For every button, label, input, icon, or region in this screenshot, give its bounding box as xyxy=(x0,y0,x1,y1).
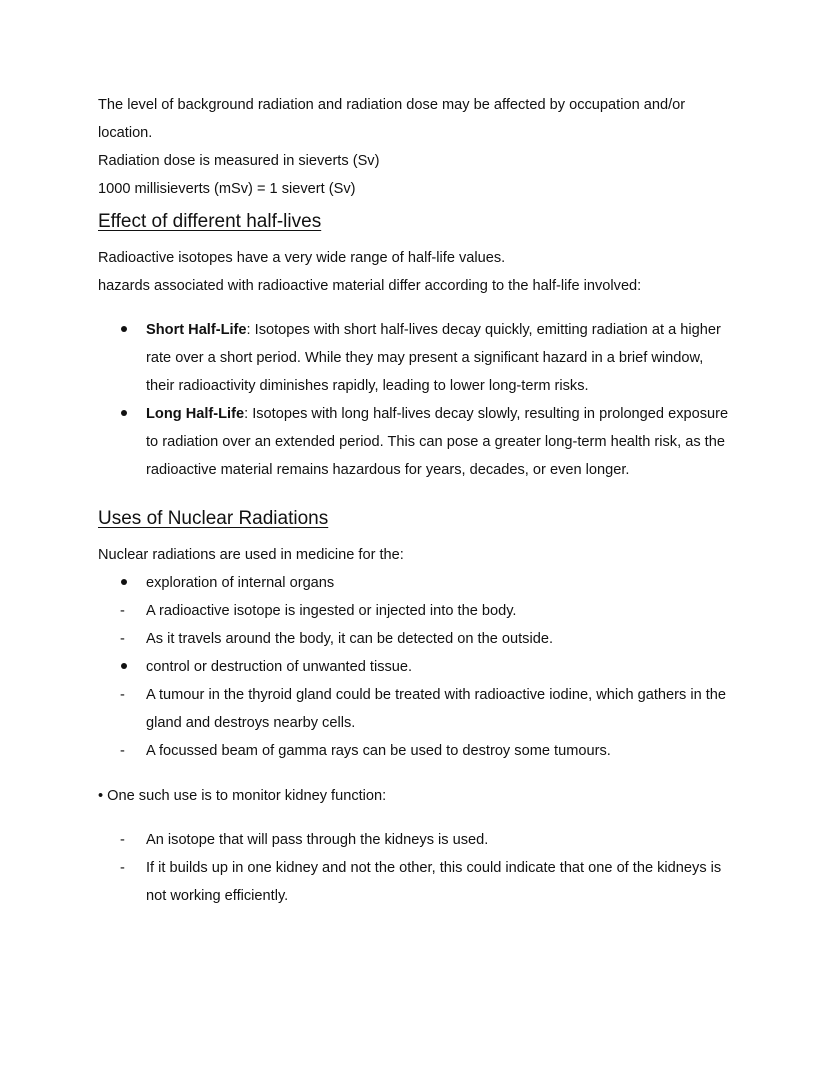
unit-conversion-text: 1000 millisieverts (mSv) = 1 sievert (Sv) xyxy=(98,181,356,197)
dash-marker: - xyxy=(120,687,125,703)
bullet-icon xyxy=(121,579,127,585)
term: Short Half-Life xyxy=(146,322,247,338)
bullet-icon xyxy=(121,326,127,332)
list-item: - If it builds up in one kidney and not the other, this could indicate that one of the kidneys is not working efficiently. xyxy=(120,854,735,910)
list-item: - A radioactive isotope is ingested or injected into the body. xyxy=(120,597,735,625)
description: : Isotopes with long half-lives decay slowly, resulting in prolonged exposure to radiation over an extended period. This can pose a greater long-term health risk, as the radioactive material remains hazardous for years, decades, or even longer. xyxy=(146,406,729,478)
intro-paragraph-line1: The level of background radiation and radiation dose may be affected by occupation and/or xyxy=(98,97,686,113)
description: : Isotopes with short half-lives decay quickly, emitting radiation at a higher rate over a short period. While they may present a significant hazard in a brief window, their radioactivity diminishes rapidly, leading to lower long-term risks. xyxy=(146,322,721,394)
kidney-intro: • One such use is to monitor kidney function: xyxy=(98,788,387,804)
dash-marker: - xyxy=(120,743,125,759)
half-life-paragraph: Radioactive isotopes have a very wide range of half-life values. xyxy=(98,250,506,266)
bullet-icon xyxy=(121,663,127,669)
heading-half-lives: Effect of different half-lives xyxy=(98,211,322,232)
bullet-icon xyxy=(121,410,127,416)
list-item: exploration of internal organs xyxy=(120,569,735,597)
dose-unit-text: Radiation dose is measured in sieverts (Sv) xyxy=(98,153,380,169)
uses-intro: Nuclear radiations are used in medicine for the: xyxy=(98,547,404,563)
term: Long Half-Life xyxy=(146,406,245,422)
list-item: - As it travels around the body, it can be detected on the outside. xyxy=(120,625,735,653)
dash-marker: - xyxy=(120,631,125,647)
hazards-paragraph: hazards associated with radioactive material differ according to the half-life involved: xyxy=(98,278,642,294)
list-item: - An isotope that will pass through the kidneys is used. xyxy=(120,826,735,854)
list-item: - A focussed beam of gamma rays can be used to destroy some tumours. xyxy=(120,737,735,765)
dash-marker: - xyxy=(120,860,125,876)
list-item-long-half-life xyxy=(120,400,735,484)
heading-uses: Uses of Nuclear Radiations xyxy=(98,508,329,529)
intro-paragraph-line2: location. xyxy=(98,125,153,141)
list-item-short-half-life xyxy=(120,316,735,400)
list-item: control or destruction of unwanted tissue. xyxy=(120,653,735,681)
dash-marker: - xyxy=(120,832,125,848)
list-item: - A tumour in the thyroid gland could be treated with radioactive iodine, which gathers in the gland and destroys nearby cells. xyxy=(120,681,735,737)
dash-marker: - xyxy=(120,603,125,619)
